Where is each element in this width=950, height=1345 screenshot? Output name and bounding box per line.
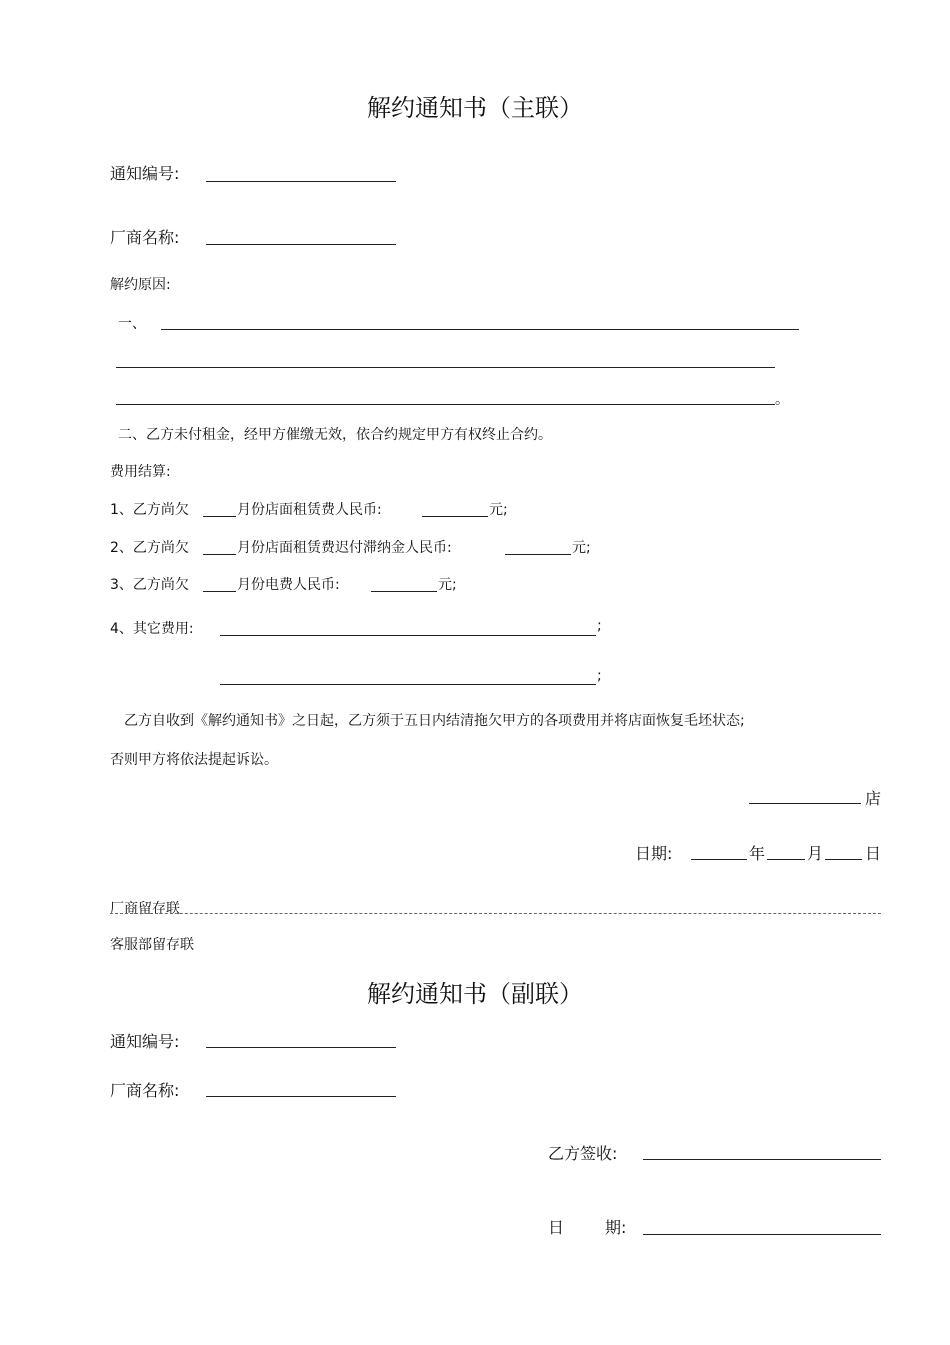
tear-off-divider bbox=[110, 913, 881, 914]
sub-date-label-right: 期: bbox=[605, 1218, 627, 1237]
date-day-label: 日 bbox=[865, 844, 882, 863]
sub-notice-number-blank[interactable] bbox=[206, 1047, 396, 1048]
fee-1-unit: 元; bbox=[489, 502, 508, 518]
sub-vendor-name-blank[interactable] bbox=[206, 1096, 396, 1097]
fee-3-month-blank[interactable] bbox=[203, 591, 236, 592]
sub-vendor-name-label: 厂商名称: bbox=[110, 1081, 180, 1100]
fee-2-prefix: 2、乙方尚欠 bbox=[110, 540, 189, 556]
sign-label: 乙方签收: bbox=[548, 1144, 618, 1163]
sub-notice-number-label: 通知编号: bbox=[110, 1032, 180, 1051]
other-fee-semicolon-1: ; bbox=[597, 618, 602, 634]
fee-2-middle: 月份店面租赁费迟付滞纳金人民币: bbox=[237, 540, 452, 556]
fee-2-unit: 元; bbox=[572, 540, 591, 556]
fee-3-unit: 元; bbox=[438, 577, 457, 593]
service-keep-label: 客服部留存联 bbox=[110, 937, 194, 953]
reason-line-3-blank[interactable] bbox=[116, 404, 775, 405]
main-title: 解约通知书（主联） bbox=[367, 94, 583, 122]
fee-2-amount-blank[interactable] bbox=[505, 554, 571, 555]
sub-date-label-left: 日 bbox=[548, 1218, 565, 1237]
other-fee-blank-1[interactable] bbox=[220, 635, 596, 636]
other-fee-blank-2[interactable] bbox=[220, 684, 596, 685]
fee-1-month-blank[interactable] bbox=[203, 516, 236, 517]
notice-number-label: 通知编号: bbox=[110, 164, 180, 183]
fee-3-prefix: 3、乙方尚欠 bbox=[110, 577, 189, 593]
reason-label: 解约原因: bbox=[110, 277, 171, 293]
other-fee-semicolon-2: ; bbox=[597, 668, 602, 684]
date-year-blank[interactable] bbox=[691, 859, 747, 860]
vendor-name-blank[interactable] bbox=[206, 244, 396, 245]
notice-paragraph-line-2: 否则甲方将依法提起诉讼。 bbox=[110, 752, 278, 768]
fee-1-amount-blank[interactable] bbox=[422, 516, 488, 517]
store-name-blank[interactable] bbox=[749, 803, 861, 804]
reason-one-blank[interactable] bbox=[161, 329, 799, 330]
reason-line-2-blank[interactable] bbox=[116, 367, 775, 368]
date-day-blank[interactable] bbox=[825, 859, 862, 860]
reason-two: 二、乙方未付租金，经甲方催缴无效，依合约规定甲方有权终止合约。 bbox=[118, 427, 552, 443]
other-fee-label: 4、其它费用: bbox=[110, 621, 194, 637]
reason-end-mark: 。 bbox=[775, 392, 789, 408]
date-month-blank[interactable] bbox=[767, 859, 805, 860]
fee-1-middle: 月份店面租赁费人民币: bbox=[237, 502, 382, 518]
sign-blank[interactable] bbox=[643, 1159, 881, 1160]
notice-number-blank[interactable] bbox=[206, 181, 396, 182]
vendor-keep-label: 厂商留存联 bbox=[110, 901, 180, 917]
fee-label: 费用结算: bbox=[110, 464, 171, 480]
fee-3-middle: 月份电费人民币: bbox=[237, 577, 340, 593]
date-label: 日期: bbox=[635, 844, 673, 863]
fee-2-month-blank[interactable] bbox=[203, 554, 236, 555]
sub-title: 解约通知书（副联） bbox=[367, 980, 583, 1008]
notice-paragraph-line-1: 乙方自收到《解约通知书》之日起，乙方须于五日内结清拖欠甲方的各项费用并将店面恢复毛坯状态; bbox=[124, 713, 745, 729]
date-month-label: 月 bbox=[807, 844, 824, 863]
store-suffix: 店 bbox=[865, 789, 882, 808]
fee-3-amount-blank[interactable] bbox=[371, 591, 437, 592]
fee-1-prefix: 1、乙方尚欠 bbox=[110, 502, 189, 518]
date-year-label: 年 bbox=[749, 844, 766, 863]
sub-date-blank[interactable] bbox=[643, 1234, 881, 1235]
reason-one-prefix: 一、 bbox=[118, 316, 146, 332]
vendor-name-label: 厂商名称: bbox=[110, 228, 180, 247]
